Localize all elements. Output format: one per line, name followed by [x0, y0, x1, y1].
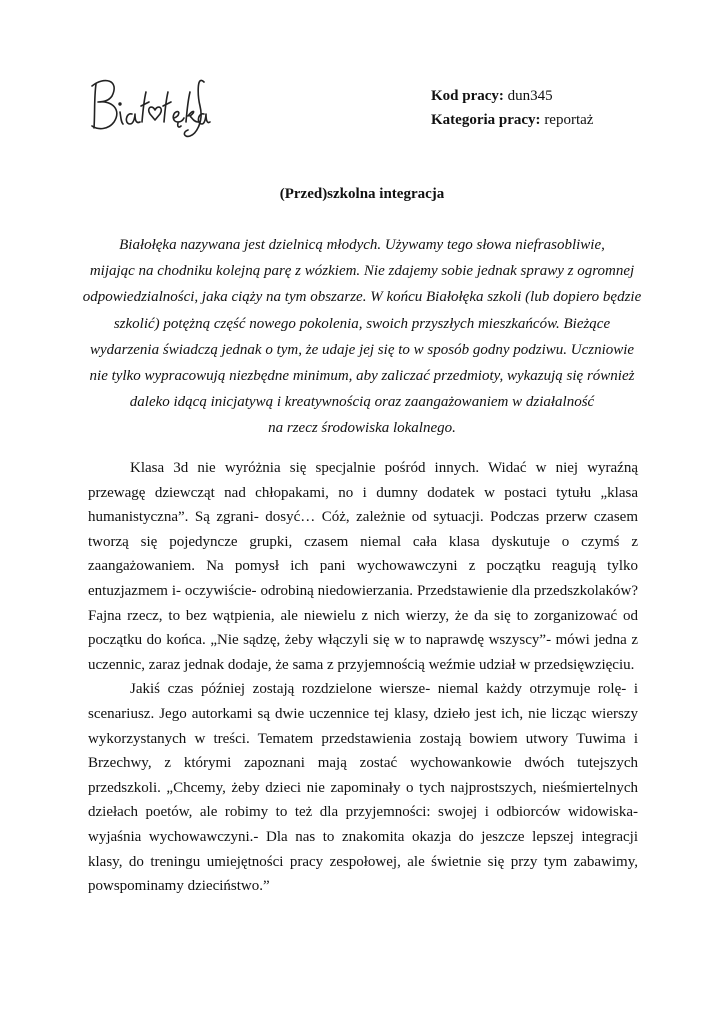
lead-paragraph	[80, 232, 644, 442]
bialoleka-logo	[86, 70, 216, 140]
lead-line: odpowiedzialności, jaka ciąży na tym obszarze. W końcu Białołęka szkoli (lub dopiero będzie	[82, 289, 642, 306]
lead-line: daleko idącą inicjatywą i kreatywnością oraz zaangażowaniem w działalność	[129, 394, 595, 411]
work-category-label: Kategoria pracy:	[431, 112, 541, 128]
lead-line: wydarzenia świadczą jednak o tym, że udaje jej się to w sposób godny podziwu. Uczniowie	[89, 341, 635, 358]
article-body	[88, 456, 638, 899]
lead-line: szkolić) potężną część nowego pokolenia, swoich przyszłych mieszkańców. Bieżące	[113, 315, 611, 332]
lead-line: Białołęka nazywana jest dzielnicą młodych. Używamy tego słowa niefrasobliwie,	[119, 237, 605, 253]
lead-line: na rzecz środowiska lokalnego.	[268, 420, 456, 437]
lead-line: mijając na chodniku kolejną parę z wózkiem. Nie zdajemy sobie jednak sprawy z ogromnej	[89, 263, 635, 280]
document-title: (Przed)szkolna integracja	[279, 186, 445, 202]
work-code-label: Kod pracy:	[431, 88, 504, 104]
work-category-row	[431, 108, 593, 132]
lead-line: nie tylko wypracowują niezbędne minimum, aby zaliczać przedmioty, wykazują się również	[89, 368, 635, 385]
body-paragraph: Klasa 3d nie wyróżnia się specjalnie pośród innych. Widać w niej wyraźną przewagę dziewcząt nad chłopakami, no i dumny dodatek w postaci tytułu „klasa humanistyczna”. Są zgrani- dosyć… Cóż, zależnie od sytuacji. Podczas przerw czasem tworzą się pojedyncze grupki, czasem niemal cała klasa dyskutuje o czymś z zaangażowaniem. Na pomysł ich pani wychowawczyni z początku reagują tylko entuzjazmem i- oczywiście- odrobiną niedowierzania. Przedstawienie dla przedszkolaków? Fajna rzecz, to bez wątpienia, ale niewielu z nich wierzy, że da się to zorganizować od początku do końca. „Nie sądzę, żeby włączyli się w to naprawdę wszyscy”- mówi jedna z uczennic, zaraz jednak dodaje, że sama z przyjemnością weźmie udział w przedsięwzięciu.	[88, 460, 638, 673]
work-code-row	[431, 84, 593, 108]
work-category-value: reportaż	[544, 112, 594, 128]
document-meta	[431, 84, 593, 132]
body-paragraph: Jakiś czas później zostają rozdzielone wiersze- niemal każdy otrzymuje rolę- i scenariusz. Jego autorkami są dwie uczennice tej klasy, dzieło jest ich, nie licząc wierszy wykorzystanych w treści. Tematem przedstawienia zostają bowiem utwory Tuwima i Brzechwy, z którymi zapoznani mają zostać wychowankowie dwóch tutejszych przedszkoli. „Chcemy, żeby dzieci nie zapominały o tych najprostszych, nieśmiertelnych dziełach poetów, ale robimy to też dla przyjemności: swojej i odbiorców widowiska- wyjaśnia wychowawczyni.- Dla nas to znakomita okazja do jeszcze lepszej integracji klasy, do treningu umiejętności pracy zespołowej, ale świetnie się przy tym zabawimy, powspominamy dzieciństwo.”	[88, 681, 638, 895]
work-code-value: dun345	[507, 88, 553, 104]
